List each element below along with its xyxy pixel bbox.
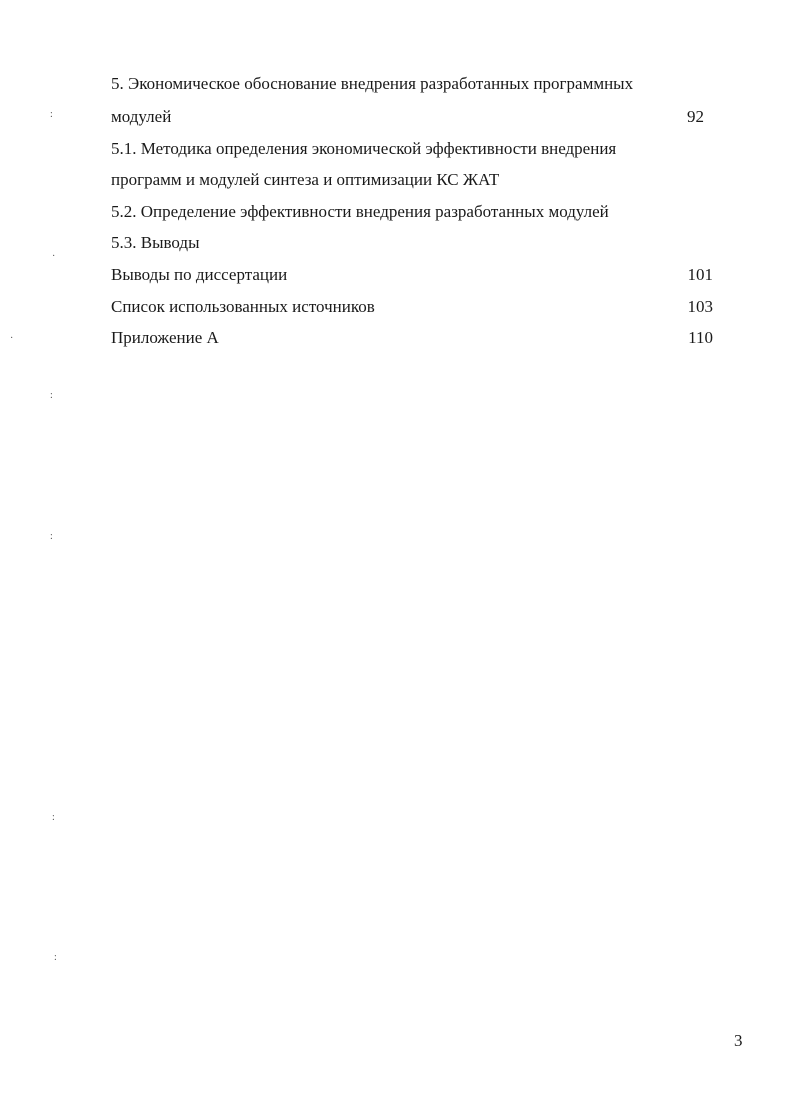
scan-speck: :: [50, 109, 53, 120]
scan-speck: :: [52, 812, 55, 823]
toc-page-references: 103: [687, 297, 713, 316]
toc-entry-appendix-a: Приложение А: [111, 328, 219, 347]
page-number: 3: [734, 1031, 743, 1050]
toc-entry-references: Список использованных источников: [111, 297, 375, 316]
toc-entry-section-5-3: 5.3. Выводы: [111, 233, 200, 252]
toc-entry-section-5-2: 5.2. Определение эффективности внедрения разработанных модулей: [111, 202, 609, 221]
toc-entry-chapter-5-title-cont: модулей: [111, 107, 172, 126]
scan-speck: ·: [10, 333, 14, 344]
scan-speck: :: [54, 952, 57, 963]
toc-page-chapter-5: 92: [687, 107, 704, 126]
scan-speck: :: [50, 531, 53, 542]
toc-entry-chapter-5-title: 5. Экономическое обоснование внедрения разработанных программных: [111, 74, 634, 93]
toc-entry-section-5-1: 5.1. Методика определения экономической эффективности внедрения: [111, 139, 617, 158]
toc-entry-section-5-1-cont: программ и модулей синтеза и оптимизации КС ЖАТ: [111, 170, 500, 189]
toc-page-dissertation-conclusions: 101: [687, 265, 713, 284]
toc-entry-dissertation-conclusions: Выводы по диссертации: [111, 265, 288, 284]
scan-speck: ·: [52, 251, 56, 262]
scan-speck: :: [50, 390, 53, 401]
toc-page-appendix-a: 110: [688, 328, 713, 347]
